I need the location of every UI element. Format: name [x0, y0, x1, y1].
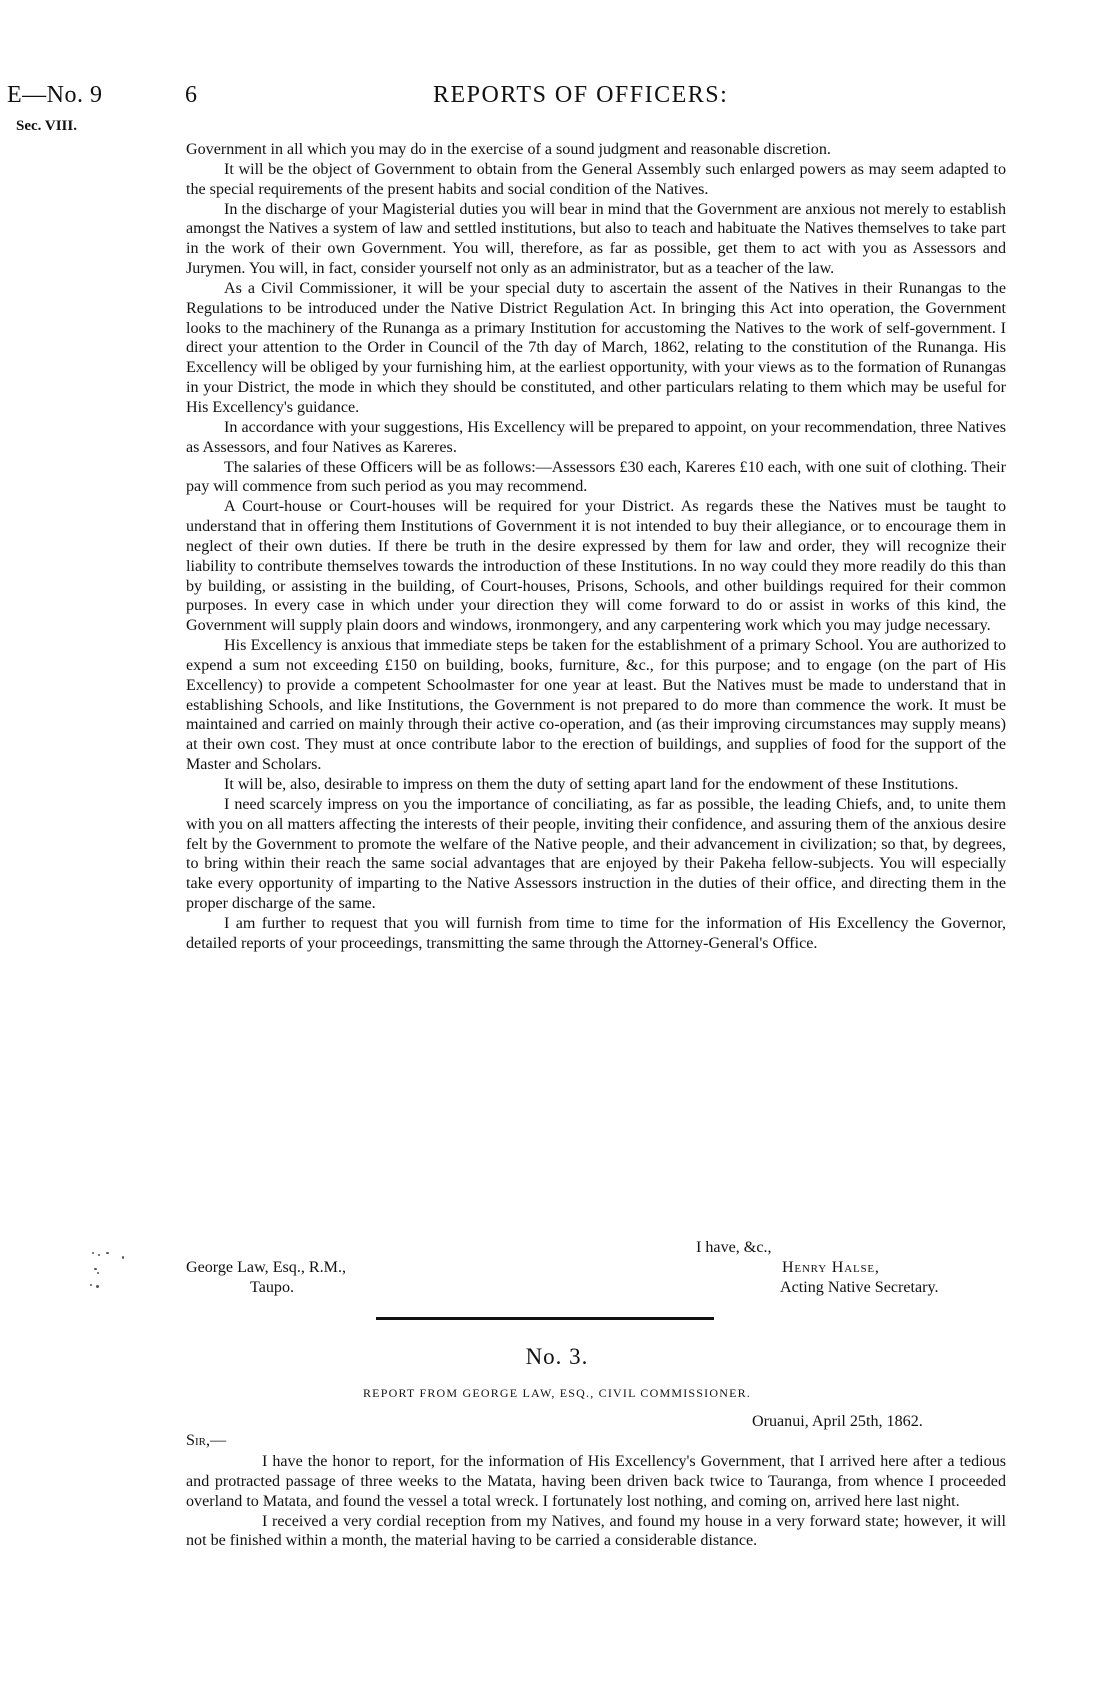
report-body [186, 1452, 1006, 1551]
paragraph: I need scarcely impress on you the importance of conciliating, as far as possible, the leading Chiefs, and, to unite them with you on all matters affecting the interests of their people, inviting their confidence, and assuring them of the anxious desire felt by the Government to promote the welfare of the Native people, and their advancement in civilization; so that, by degrees, to bring within their reach the same social advantages that are enjoyed by their Pakeha fellow-subjects. You will especially take every opportunity of imparting to the Native Assessors instruction in the duties of their office, and directing them in the proper discharge of the same. [186, 795, 1006, 913]
paragraph: His Excellency is anxious that immediate steps be taken for the establishment of a primary School. You are authorized to expend a sum not exceeding £150 on building, books, furniture, &c., for this purpose; and to engage (on the part of His Excellency) to provide a competent Schoolmaster for one year at least. But the Natives must be made to understand that in establishing Schools, and like Institutions, the Government is not prepared to do more than commence the work. It must be maintained and carried on mainly through their active co-operation, and (as their improving circumstances may supply means) at their own cost. They must at once contribute labor to the erection of buildings, and supplies of food for the support of the Master and Scholars. [186, 637, 1006, 774]
paragraph: It will be the object of Government to obtain from the General Assembly such enlarged powers as may seem adapted to the special requirements of the present habits and social condition of the Natives. [186, 160, 1006, 198]
paragraph: In accordance with your suggestions, His Excellency will be prepared to appoint, on your recommendation, three Natives as Assessors, and four Natives as Kareres. [186, 418, 1006, 456]
document-number: No. 3. [525, 1344, 589, 1369]
letter-body [186, 140, 1006, 954]
signatory-name: Henry Halse, [782, 1259, 880, 1276]
signatory-title: Acting Native Secretary. [780, 1279, 939, 1296]
section-divider [376, 1317, 714, 1320]
addressee-place: Taupo. [250, 1279, 295, 1296]
place-date: Oruanui, April 25th, 1862. [752, 1413, 923, 1430]
paragraph: I am further to request that you will furnish from time to time for the information of His Excellency the Governor, detailed reports of your proceedings, transmitting the same through the Attorney-General's Office. [186, 914, 1006, 952]
page-number: 6 [185, 82, 197, 108]
closing-salutation: I have, &c., [696, 1239, 772, 1256]
letter-closing [186, 1238, 1006, 1308]
paragraph: The salaries of these Officers will be as follows:—Assessors £30 each, Kareres £10 each, with one suit of clothing. Their pay will commence from such period as you may recommend. [186, 458, 1006, 496]
margin-specks [88, 1250, 148, 1290]
paragraph: Government in all which you may do in the exercise of a sound judgment and reasonable discretion. [186, 141, 831, 158]
report-salutation: Sir,— [186, 1432, 227, 1449]
paragraph: In the discharge of your Magisterial duties you will bear in mind that the Government are anxious not merely to establish amongst the Natives a system of law and settled institutions, but also to teach and habituate the Natives themselves to take part in the work of their own Government. You will, therefore, as far as possible, get them to act with you as Assessors and Jurymen. You will, in fact, consider yourself not only as an administrator, but as a teacher of the law. [186, 200, 1006, 278]
paragraph: A Court-house or Court-houses will be required for your District. As regards these the Natives must be taught to understand that in offering them Institutions of Government it is not intended to buy their allegiance, or to encourage them in neglect of their own duties. If there be truth in the desire expressed by them for law and order, they will recognize their liability to contribute themselves towards the introduction of these Institutions. In no way could they more readily do this than by building, or assisting in the building, of Court-houses, Prisons, Schools, and other buildings required for their common purposes. In every case in which under your direction they will come forward to do or assist in works of this kind, the Government will supply plain doors and windows, ironmongery, and any carpentering work which you may judge necessary. [186, 498, 1006, 635]
paragraph: I received a very cordial reception from my Natives, and found my house in a very forward state; however, it will not be finished within a month, the material having to be carried a considerable distance. [186, 1512, 1006, 1550]
document-code: E—No. 9 [7, 82, 103, 108]
paragraph: It will be, also, desirable to impress on them the duty of setting apart land for the endowment of these Institutions. [224, 776, 959, 793]
report-heading: REPORT FROM GEORGE LAW, ESQ., CIVIL COMMISSIONER. [362, 1386, 752, 1400]
addressee-name: George Law, Esq., R.M., [186, 1259, 347, 1276]
paragraph: I have the honor to report, for the information of His Excellency's Government, that I arrived here after a tedious and protracted passage of three weeks to the Matata, having been driven back twice to Tauranga, from whence I proceeded overland to Matata, and found the vessel a total wreck. I fortunately lost nothing, and coming on, arrived here last night. [186, 1453, 1006, 1510]
section-label: Sec. VIII. [16, 118, 77, 134]
page-title: REPORTS OF OFFICERS: [433, 82, 729, 108]
paragraph: As a Civil Commissioner, it will be your special duty to ascertain the assent of the Natives in their Runangas to the Regulations to be introduced under the Native District Regulation Act. In bringing this Act into operation, the Government looks to the machinery of the Runanga as a primary Institution for accustoming the Natives to the work of self-government. I direct your attention to the Order in Council of the 7th day of March, 1862, relating to the constitution of the Runanga. His Excellency will be obliged by your furnishing him, at the earliest opportunity, with your views as to the formation of Runangas in your District, the mode in which they should be constituted, and other particulars relating to them which may be useful for His Excellency's guidance. [186, 279, 1006, 416]
